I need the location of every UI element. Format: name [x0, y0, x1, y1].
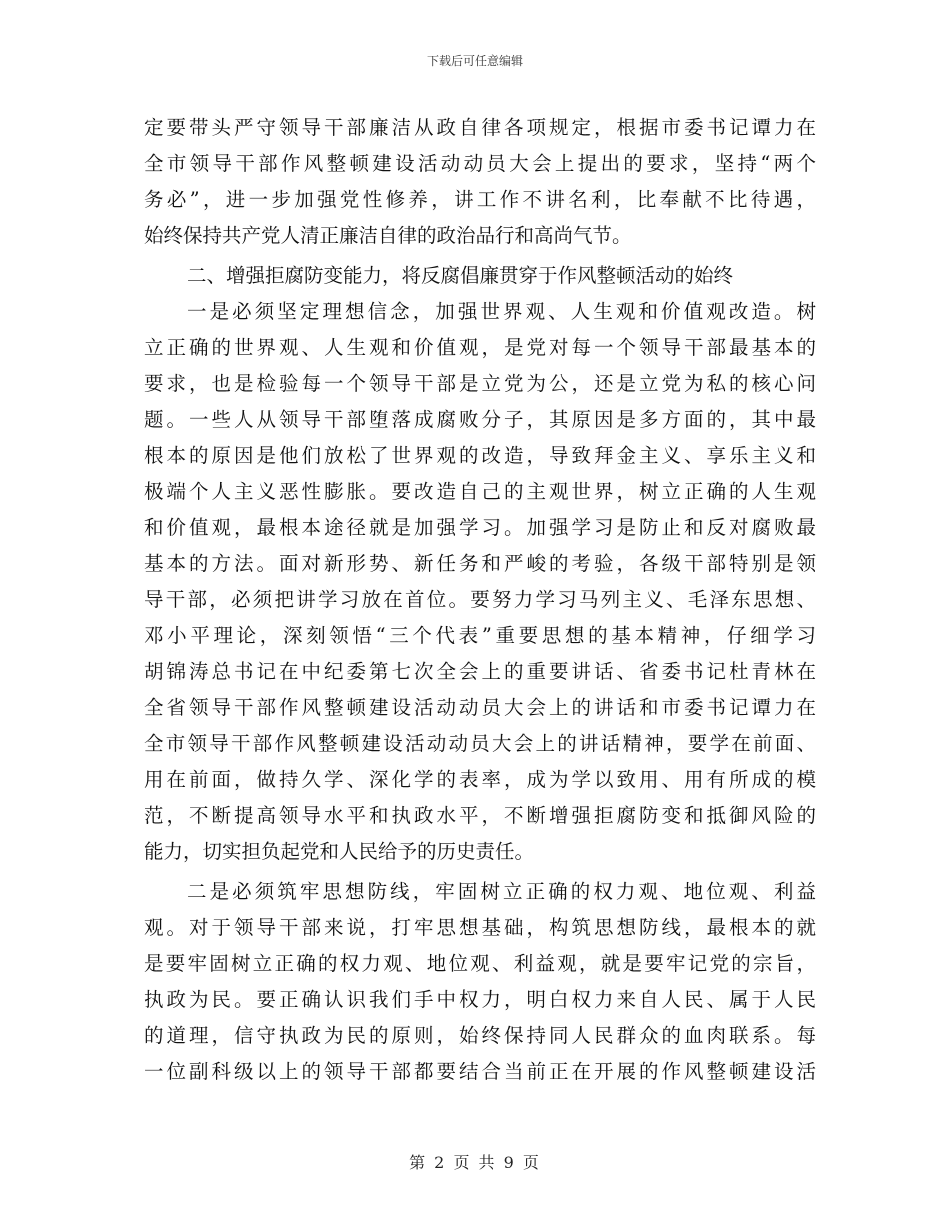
text-line: 观。对于领导干部来说，打牢思想基础，构筑思想防线，最根本的就 — [144, 916, 816, 939]
text-line: 全市领导干部作风整顿建设活动动员大会上提出的要求，坚持“两个 — [144, 152, 816, 175]
text-line: 定要带头严守领导干部廉洁从政自律各项规定，根据市委书记谭力在 — [144, 116, 816, 139]
text-line: 范，不断提高领导水平和执政水平，不断增强拒腐防变和抵御风险的 — [144, 804, 816, 827]
text-line: 极端个人主义恶性膨胀。要改造自己的主观世界，树立正确的人生观 — [144, 480, 816, 503]
text-line: 基本的方法。面对新形势、新任务和严峻的考验，各级干部特别是领 — [144, 552, 816, 575]
document-body — [144, 110, 816, 1090]
text-line: 题。一些人从领导干部堕落成腐败分子，其原因是多方面的，其中最 — [144, 408, 816, 431]
text-line: 立正确的世界观、人生观和价值观，是党对每一个领导干部最基本的 — [144, 336, 816, 359]
section-heading: 二、增强拒腐防变能力，将反腐倡廉贯穿于作风整顿活动的始终 — [187, 264, 734, 287]
text-line: 是要牢固树立正确的权力观、地位观、利益观，就是要牢记党的宗旨， — [144, 952, 816, 975]
paragraph-first-line: 二是必须筑牢思想防线，牢固树立正确的权力观、地位观、利益 — [187, 880, 816, 903]
page-header: 下载后可任意编辑 — [426, 54, 523, 68]
text-line: 执政为民。要正确认识我们手中权力，明白权力来自人民、属于人民 — [144, 988, 816, 1011]
text-line: 全省领导干部作风整顿建设活动动员大会上的讲话和市委书记谭力在 — [144, 696, 816, 719]
text-line: 邓小平理论，深刻领悟“三个代表”重要思想的基本精神，仔细学习 — [144, 624, 816, 647]
text-line: 能力，切实担负起党和人民给予的历史责任。 — [144, 840, 535, 863]
text-line: 始终保持共产党人清正廉洁自律的政治品行和高尚气节。 — [144, 224, 632, 247]
paragraph-first-line: 一是必须坚定理想信念，加强世界观、人生观和价值观改造。树 — [187, 300, 816, 323]
text-line: 胡锦涛总书记在中纪委第七次全会上的重要讲话、省委书记杜青林在 — [144, 660, 816, 683]
text-line: 用在前面，做持久学、深化学的表率，成为学以致用、用有所成的模 — [144, 768, 816, 791]
text-line: 导干部，必须把讲学习放在首位。要努力学习马列主义、毛泽东思想、 — [144, 588, 816, 611]
text-line: 务必”，进一步加强党性修养，讲工作不讲名利，比奉献不比待遇， — [144, 188, 816, 211]
text-line: 全市领导干部作风整顿建设活动动员大会上的讲话精神，要学在前面、 — [144, 732, 816, 755]
text-line: 根本的原因是他们放松了世界观的改造，导致拜金主义、享乐主义和 — [144, 444, 816, 467]
text-line: 和价值观，最根本途径就是加强学习。加强学习是防止和反对腐败最 — [144, 516, 816, 539]
text-line: 要求，也是检验每一个领导干部是立党为公，还是立党为私的核心问 — [144, 372, 816, 395]
text-line: 的道理，信守执政为民的原则，始终保持同人民群众的血肉联系。每 — [144, 1024, 816, 1047]
text-line: 一位副科级以上的领导干部都要结合当前正在开展的作风整顿建设活 — [144, 1060, 816, 1083]
page-number-footer: 第 2 页 共 9 页 — [409, 1153, 541, 1172]
